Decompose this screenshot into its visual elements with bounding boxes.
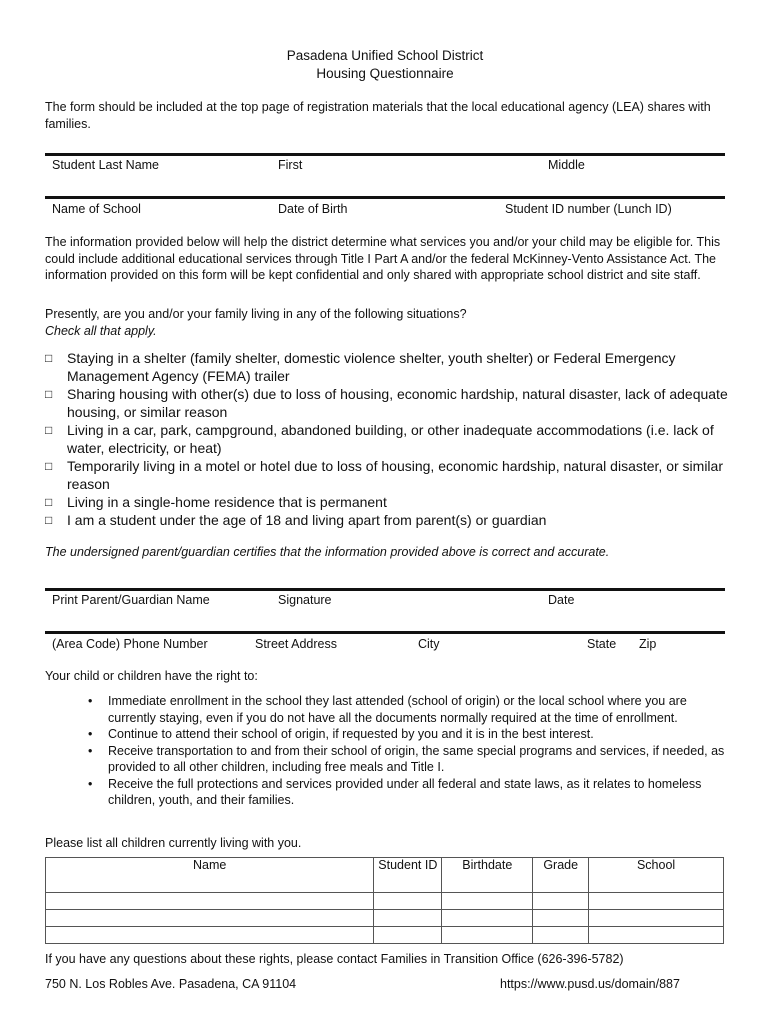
list-item bbox=[88, 693, 738, 726]
situation-item[interactable] bbox=[45, 457, 735, 493]
column-header-name: Name bbox=[46, 858, 374, 893]
school-name-label: Name of School bbox=[52, 202, 141, 216]
list-item bbox=[88, 776, 738, 809]
page-subtitle: Housing Questionnaire bbox=[316, 66, 454, 81]
certification-text: The undersigned parent/guardian certifies that the information provided above is correct and accurate. bbox=[45, 545, 610, 559]
info-paragraph: The information provided below will help the district determine what services you and/or your child may be eligible for. This could include additional educational services through Title I Part A and/or the federal McKinney-Vento Assistance Act. The information provided on this form will be kept confidential and only shared with appropriate school district and site staff. bbox=[45, 235, 721, 282]
zip-label: Zip bbox=[639, 637, 657, 651]
footer-url[interactable]: https://www.pusd.us/domain/887 bbox=[500, 977, 680, 991]
bullet: • bbox=[88, 694, 93, 708]
situation-label: Living in a single-home residence that is permanent bbox=[67, 494, 387, 510]
column-header-birthdate: Birthdate bbox=[442, 858, 533, 893]
table-cell[interactable] bbox=[589, 893, 724, 910]
situation-label: Staying in a shelter (family shelter, domestic violence shelter, youth shelter) or Federal Emergency Management Agency (FEMA) trailer bbox=[67, 350, 676, 384]
table-cell[interactable] bbox=[374, 893, 442, 910]
city-label: City bbox=[418, 637, 440, 651]
table-cell[interactable] bbox=[46, 910, 374, 927]
checkbox[interactable]: □ bbox=[45, 513, 53, 527]
checkbox[interactable]: □ bbox=[45, 387, 53, 401]
intro-text: The form should be included at the top page of registration materials that the local educational agency (LEA) shares with families. bbox=[45, 100, 711, 131]
bullet: • bbox=[88, 727, 93, 741]
situation-item[interactable] bbox=[45, 511, 735, 529]
children-table bbox=[45, 857, 724, 944]
situation-item[interactable] bbox=[45, 349, 735, 385]
list-item bbox=[88, 726, 738, 743]
children-prompt: Please list all children currently living with you. bbox=[45, 836, 302, 850]
date-label: Date bbox=[548, 593, 575, 607]
table-cell[interactable] bbox=[442, 927, 533, 944]
student-id-label: Student ID number (Lunch ID) bbox=[505, 202, 672, 216]
field-line[interactable] bbox=[45, 196, 725, 199]
situation-list bbox=[45, 349, 735, 529]
contact-line: If you have any questions about these rights, please contact Families in Transition Office (626-396-5782) bbox=[45, 952, 624, 966]
situation-item[interactable] bbox=[45, 421, 735, 457]
situation-label: Temporarily living in a motel or hotel due to loss of housing, economic hardship, natural disaster, or similar reason bbox=[67, 458, 723, 492]
list-item bbox=[88, 743, 738, 776]
guardian-name-label: Print Parent/Guardian Name bbox=[52, 593, 210, 607]
table-cell[interactable] bbox=[589, 927, 724, 944]
situation-question: Presently, are you and/or your family living in any of the following situations? bbox=[45, 307, 467, 321]
column-header-student-id: Student ID bbox=[374, 858, 442, 893]
table-cell[interactable] bbox=[46, 927, 374, 944]
street-address-label: Street Address bbox=[255, 637, 337, 651]
table-cell[interactable] bbox=[533, 893, 589, 910]
situation-label: Living in a car, park, campground, abandoned building, or other inadequate accommodations (i.e. lack of water, electricity, or heat) bbox=[67, 422, 714, 456]
right-text: Receive transportation to and from their school of origin, the same special programs and services, if needed, as provided to all other children, including free meals and Title I. bbox=[108, 743, 725, 774]
situation-label: Sharing housing with other(s) due to loss of housing, economic hardship, natural disaster, lack of adequate housing, or similar reason bbox=[67, 386, 728, 420]
table-cell[interactable] bbox=[533, 927, 589, 944]
table-cell[interactable] bbox=[442, 910, 533, 927]
column-header-grade: Grade bbox=[533, 858, 589, 893]
bullet: • bbox=[88, 776, 93, 791]
signature-label: Signature bbox=[278, 593, 332, 607]
table-row bbox=[46, 927, 724, 944]
field-line[interactable] bbox=[45, 588, 725, 591]
field-line[interactable] bbox=[45, 153, 725, 156]
middle-name-label: Middle bbox=[548, 158, 585, 172]
column-header-school: School bbox=[589, 858, 724, 893]
table-cell[interactable] bbox=[374, 910, 442, 927]
checkbox[interactable]: □ bbox=[45, 459, 53, 473]
situation-item[interactable] bbox=[45, 493, 735, 511]
right-text: Continue to attend their school of origin, if requested by you and it is in the best interest. bbox=[108, 727, 594, 741]
table-cell[interactable] bbox=[533, 910, 589, 927]
rights-list bbox=[88, 693, 738, 809]
situation-label: I am a student under the age of 18 and living apart from parent(s) or guardian bbox=[67, 512, 547, 528]
field-line[interactable] bbox=[45, 631, 725, 634]
checkbox[interactable]: □ bbox=[45, 423, 53, 437]
table-cell[interactable] bbox=[589, 910, 724, 927]
state-label: State bbox=[587, 637, 617, 651]
table-cell[interactable] bbox=[374, 927, 442, 944]
footer-address: 750 N. Los Robles Ave. Pasadena, CA 91104 bbox=[45, 977, 297, 991]
bullet: • bbox=[88, 743, 93, 758]
checkbox[interactable]: □ bbox=[45, 351, 53, 365]
table-header-row bbox=[46, 858, 724, 893]
right-text: Immediate enrollment in the school they last attended (school of origin) or the local school where you are currently staying, even if you do not have all the documents normally required at the time of enrollment. bbox=[108, 694, 687, 725]
rights-intro: Your child or children have the right to: bbox=[45, 669, 258, 683]
first-name-label: First bbox=[278, 158, 303, 172]
table-cell[interactable] bbox=[442, 893, 533, 910]
phone-label: (Area Code) Phone Number bbox=[52, 637, 208, 651]
page-title: Pasadena Unified School District bbox=[286, 48, 484, 63]
table-row bbox=[46, 910, 724, 927]
table-cell[interactable] bbox=[46, 893, 374, 910]
checkbox[interactable]: □ bbox=[45, 495, 53, 509]
student-last-name-label: Student Last Name bbox=[52, 158, 160, 172]
table-row bbox=[46, 893, 724, 910]
question-note: Check all that apply. bbox=[45, 324, 157, 338]
right-text: Receive the full protections and services provided under all federal and state laws, as it relates to homeless children, youth, and their families. bbox=[108, 776, 702, 807]
situation-item[interactable] bbox=[45, 385, 735, 421]
date-of-birth-label: Date of Birth bbox=[278, 202, 348, 216]
